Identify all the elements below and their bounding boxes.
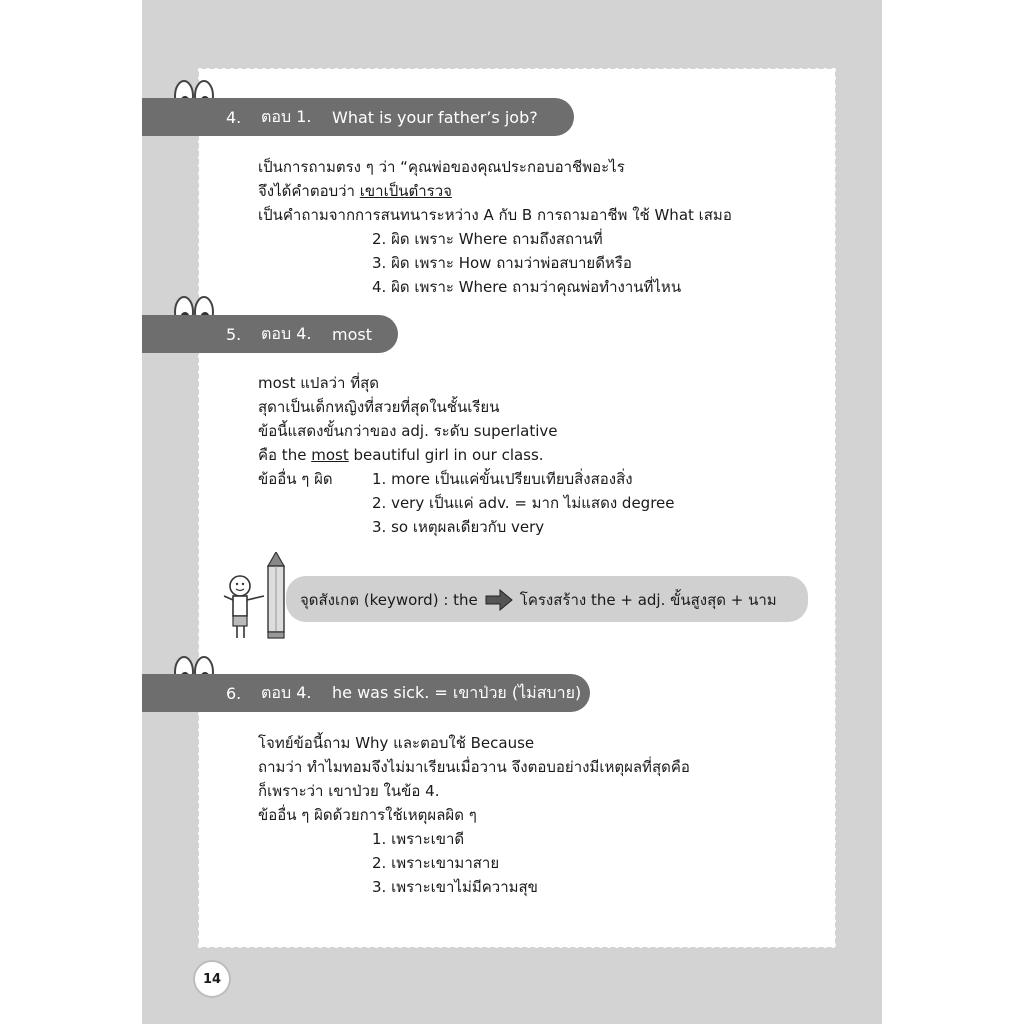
explanation-line: เป็นการถามตรง ๆ ว่า “คุณพ่อของคุณประกอบอาชีพอะไร [258, 158, 625, 176]
explanation-line [258, 181, 452, 201]
others-label: ข้ออื่น ๆ ผิด [258, 470, 333, 488]
answer-text: he was sick. = เขาป่วย (ไม่สบาย) [332, 682, 582, 702]
tip-right-text: โครงสร้าง the + adj. ขั้นสูงสุด + นาม [519, 591, 777, 609]
answer-label: ตอบ 1. [261, 106, 312, 126]
tip-left-text: จุดสังเกต (keyword) : the [300, 591, 478, 609]
page-number: 14 [193, 960, 231, 998]
section-5-banner [142, 315, 398, 353]
explanation-line: เป็นคำถามจากการสนทนาระหว่าง A กับ B การถามอาชีพ ใช้ What เสมอ [258, 206, 732, 224]
explanation-line: โจทย์ข้อนี้ถาม Why และตอบใช้ Because [258, 734, 535, 752]
explanation-line: ข้อนี้แสดงขั้นกว่าของ adj. ระดับ superlative [258, 422, 558, 440]
option-line: 2. เพราะเขามาสาย [372, 854, 500, 872]
section-number: 6. [226, 683, 242, 703]
arrow-right-icon [484, 589, 514, 611]
answer-highlight: เขาเป็นตำรวจ [359, 182, 452, 200]
section-6-banner [142, 674, 590, 712]
section-number: 5. [226, 324, 242, 344]
option-line: 3. เพราะเขาไม่มีความสุข [372, 878, 538, 896]
example-text: beautiful girl in our class. [353, 446, 544, 464]
example-sentence [258, 445, 544, 465]
explanation-line: ก็เพราะว่า เขาป่วย ในข้อ 4. [258, 782, 440, 800]
option-line: 3. so เหตุผลเดียวกับ very [372, 518, 545, 536]
option-line: 3. ผิด เพราะ How ถามว่าพ่อสบายดีหรือ [372, 254, 632, 272]
explanation-line: ถามว่า ทำไมทอมจึงไม่มาเรียนเมื่อวาน จึงตอบอย่างมีเหตุผลที่สุดคือ [258, 758, 690, 776]
answer-label: ตอบ 4. [261, 682, 312, 702]
explanation-line: สุดาเป็นเด็กหญิงที่สวยที่สุดในชั้นเรียน [258, 398, 500, 416]
explanation-line: ข้ออื่น ๆ ผิดด้วยการใช้เหตุผลผิด ๆ [258, 806, 477, 824]
example-text: คือ the [258, 446, 307, 464]
section-4-banner [142, 98, 574, 136]
option-line: 2. very เป็นแค่ adv. = มาก ไม่แสดง degree [372, 494, 675, 512]
explanation-line: most แปลว่า ที่สุด [258, 374, 380, 392]
option-line: 1. เพราะเขาดี [372, 830, 465, 848]
explanation-text: จึงได้คำตอบว่า [258, 182, 355, 200]
option-line: 2. ผิด เพราะ Where ถามถึงสถานที่ [372, 230, 603, 248]
section-number: 4. [226, 107, 242, 127]
answer-label: ตอบ 4. [261, 323, 312, 343]
keyword-tip-text [300, 588, 777, 612]
kid-with-pencil-icon [218, 552, 294, 642]
answer-text: most [332, 324, 372, 344]
option-line: 1. more เป็นแค่ขั้นเปรียบเทียบสิ่งสองสิ่ง [372, 470, 633, 488]
answer-text: What is your father’s job? [332, 107, 538, 127]
answer-highlight: most [311, 446, 349, 464]
option-line: 4. ผิด เพราะ Where ถามว่าคุณพ่อทำงานที่ไหน [372, 278, 682, 296]
